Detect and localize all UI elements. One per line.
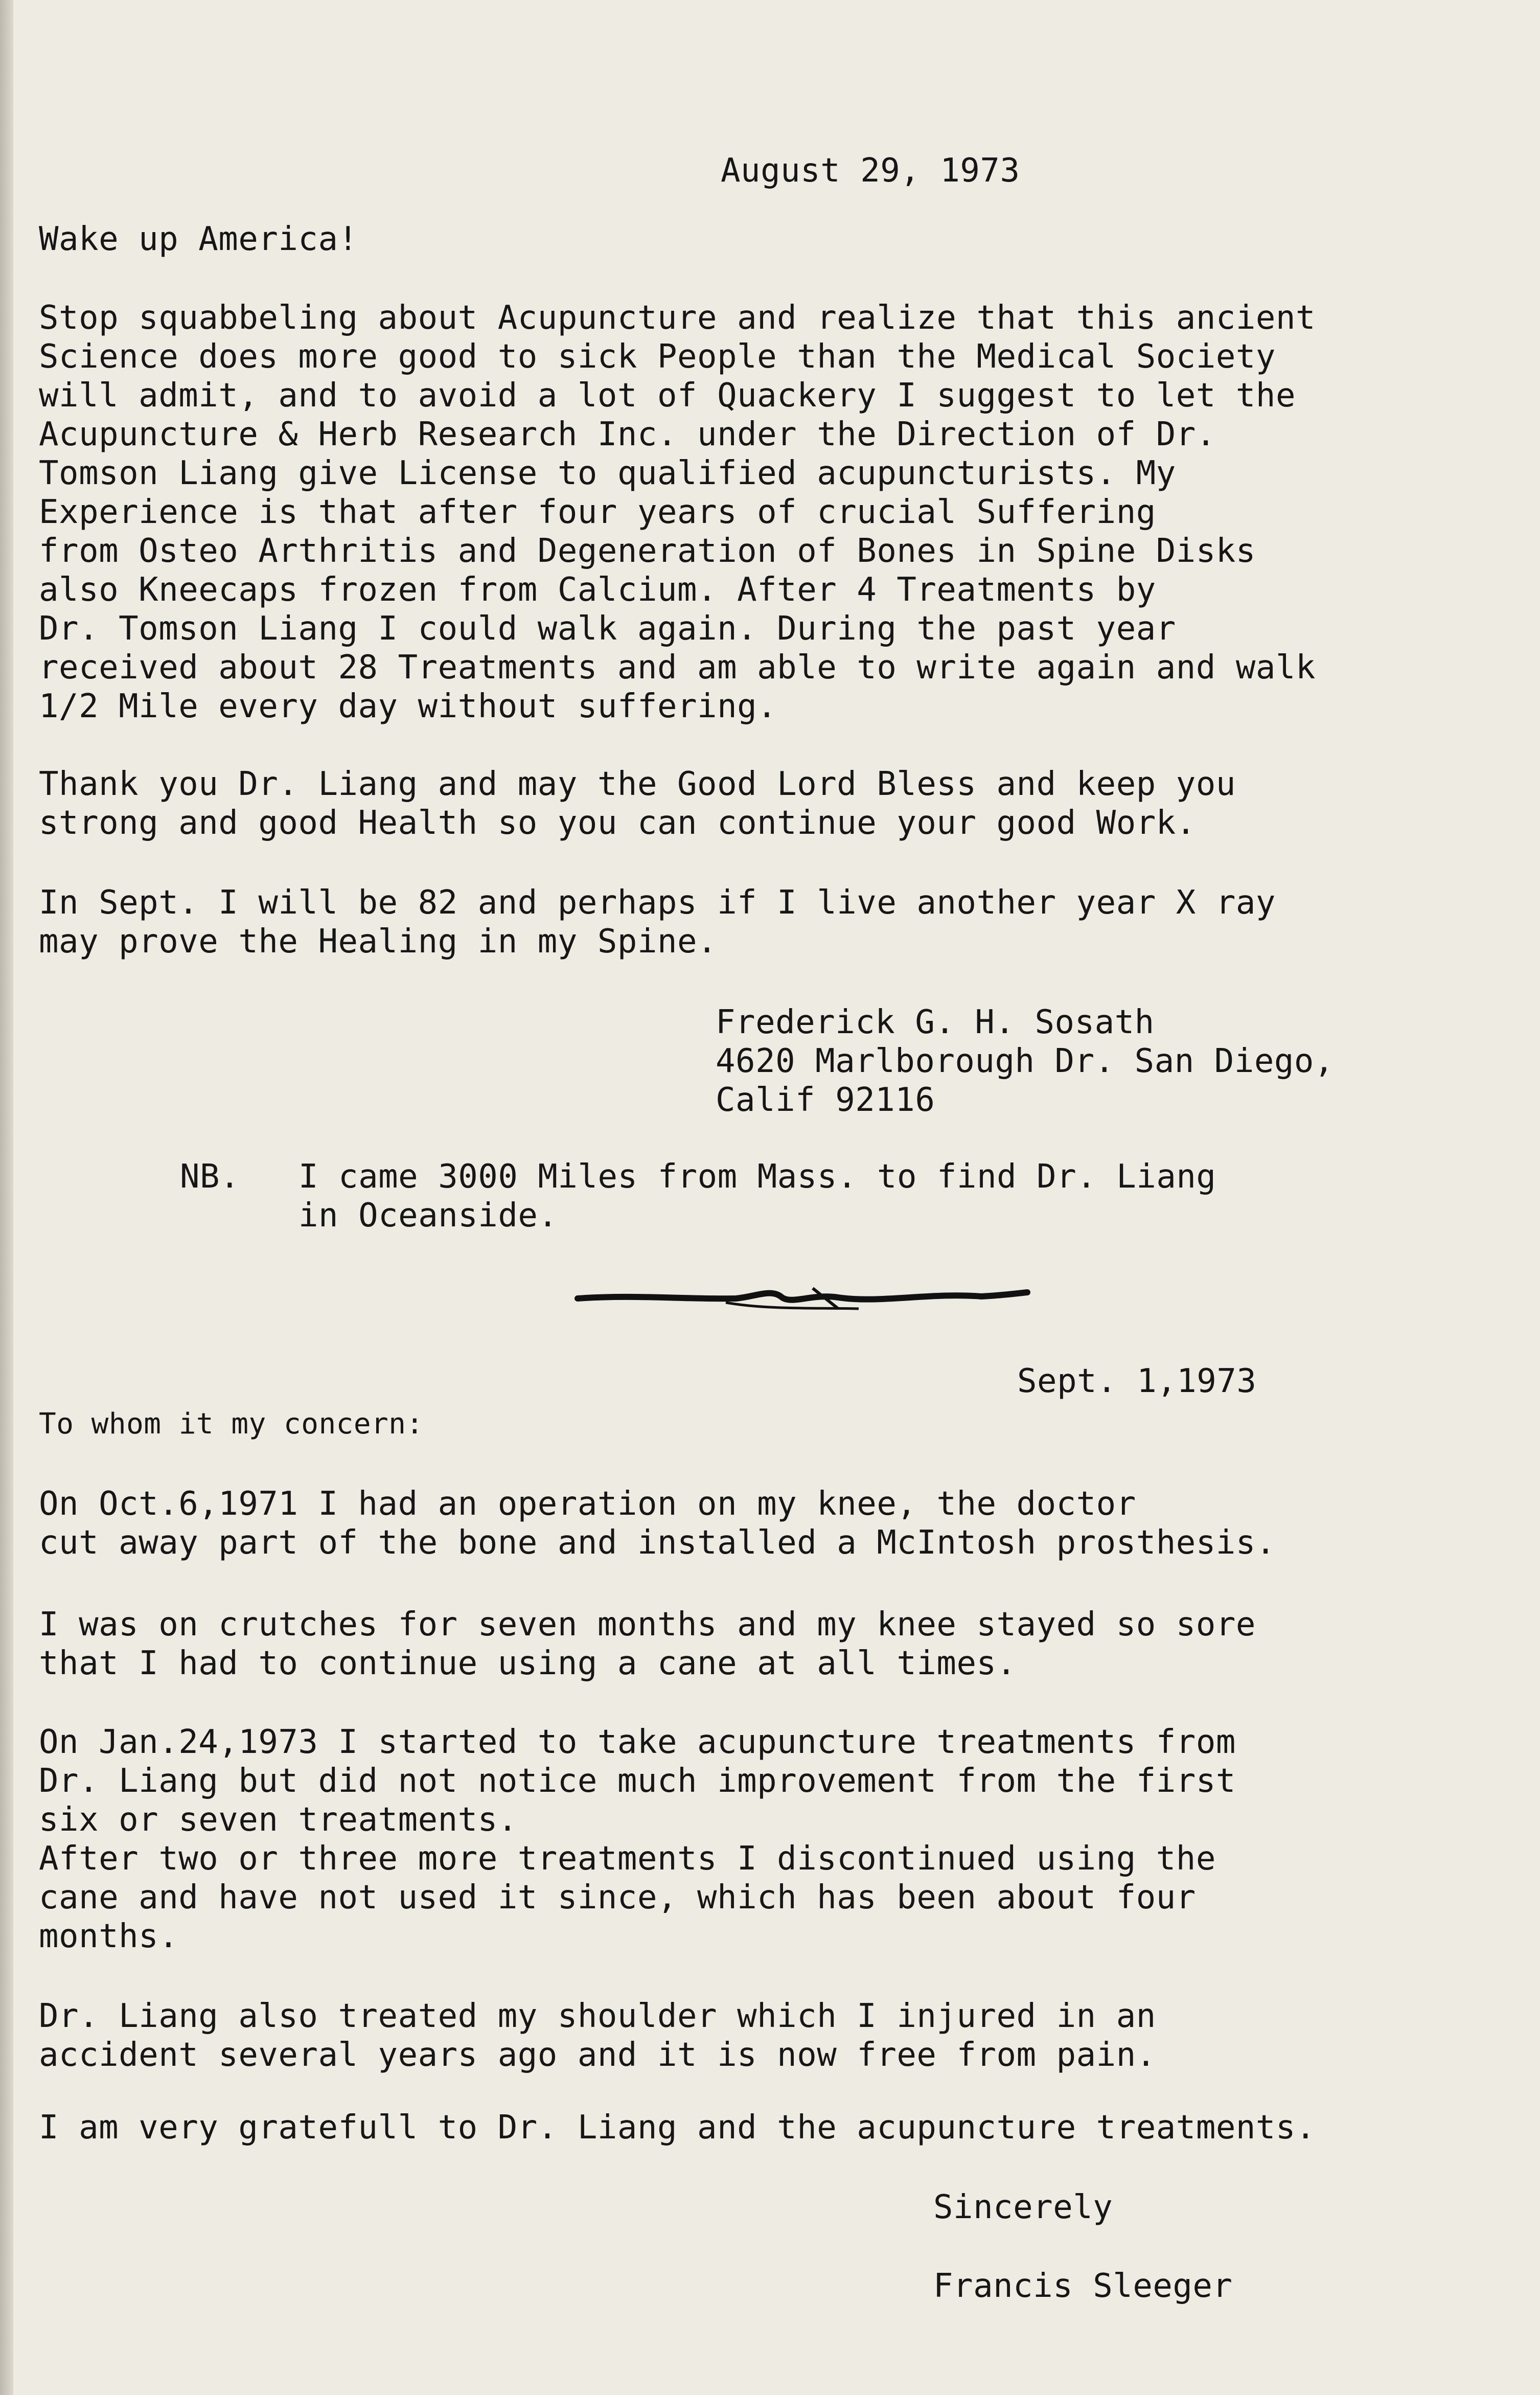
nb-line: I came 3000 Miles from Mass. to find Dr. Liang xyxy=(298,1158,1216,1196)
flourish-divider-icon xyxy=(572,1273,1032,1324)
body-line: Tomson Liang give License to qualified acupuncturists. My xyxy=(39,454,1176,492)
body-line: from Osteo Arthritis and Degeneration of Bones in Spine Disks xyxy=(39,532,1256,570)
thanks-line: Thank you Dr. Liang and may the Good Lord Bless and keep you xyxy=(39,765,1236,803)
letter2-paragraph-5: I am very gratefull to Dr. Liang and the acupuncture treatments. xyxy=(39,2109,1316,2147)
body-line: Stop squabbeling about Acupuncture and realize that this ancient xyxy=(39,299,1316,337)
thanks-line: strong and good Health so you can continue your good Work. xyxy=(39,804,1196,842)
letter2-signer: Francis Sleeger xyxy=(933,2267,1233,2305)
letter2-closing: Sincerely xyxy=(933,2188,1113,2226)
paragraph-line: that I had to continue using a cane at all times. xyxy=(39,1645,1017,1682)
page-binding-shadow xyxy=(0,0,13,2395)
paragraph-line: accident several years ago and it is now free from pain. xyxy=(39,2036,1156,2074)
body-line: Science does more good to sick People than the Medical Society xyxy=(39,338,1276,376)
paragraph-line: Dr. Liang but did not notice much improvement from the first xyxy=(39,1762,1236,1800)
body-line: 1/2 Mile every day without suffering. xyxy=(39,688,777,725)
body-line: Dr. Tomson Liang I could walk again. During the past year xyxy=(39,610,1176,648)
paragraph-line: cut away part of the bone and installed a McIntosh prosthesis. xyxy=(39,1524,1276,1562)
paragraph-line: months. xyxy=(39,1918,179,1955)
letter2-date: Sept. 1,1973 xyxy=(1017,1362,1257,1400)
paragraph-line: On Jan.24,1973 I started to take acupuncture treatments from xyxy=(39,1723,1236,1761)
nb-line: in Oceanside. xyxy=(298,1197,558,1235)
paragraph-line: Dr. Liang also treated my shoulder which I injured in an xyxy=(39,1997,1156,2035)
signer-name: Frederick G. H. Sosath xyxy=(716,1003,1155,1041)
letter1-date: August 29, 1973 xyxy=(721,152,1020,190)
body-line: will admit, and to avoid a lot of Quackery I suggest to let the xyxy=(39,377,1296,415)
paragraph-line: six or seven treatments. xyxy=(39,1801,518,1839)
body-line: Experience is that after four years of crucial Suffering xyxy=(39,493,1156,531)
body-line: received about 28 Treatments and am able to write again and walk xyxy=(39,649,1316,687)
sept-line: In Sept. I will be 82 and perhaps if I live another year X ray xyxy=(39,884,1276,922)
paragraph-line: I was on crutches for seven months and my knee stayed so sore xyxy=(39,1606,1256,1644)
signer-city: Calif 92116 xyxy=(716,1081,935,1119)
paragraph-line: On Oct.6,1971 I had an operation on my knee, the doctor xyxy=(39,1485,1136,1523)
letter2-salutation: To whom it my concern: xyxy=(39,1407,424,1441)
body-line: Acupuncture & Herb Research Inc. under the Direction of Dr. xyxy=(39,416,1216,453)
signer-address: 4620 Marlborough Dr. San Diego, xyxy=(716,1042,1334,1080)
paragraph-line: After two or three more treatments I discontinued using the xyxy=(39,1840,1216,1878)
letter1-greeting: Wake up America! xyxy=(39,220,358,258)
body-line: also Kneecaps frozen from Calcium. After 4 Treatments by xyxy=(39,571,1156,609)
nb-label: NB. xyxy=(180,1158,240,1196)
paragraph-line: cane and have not used it since, which has been about four xyxy=(39,1879,1196,1917)
sept-line: may prove the Healing in my Spine. xyxy=(39,923,718,961)
